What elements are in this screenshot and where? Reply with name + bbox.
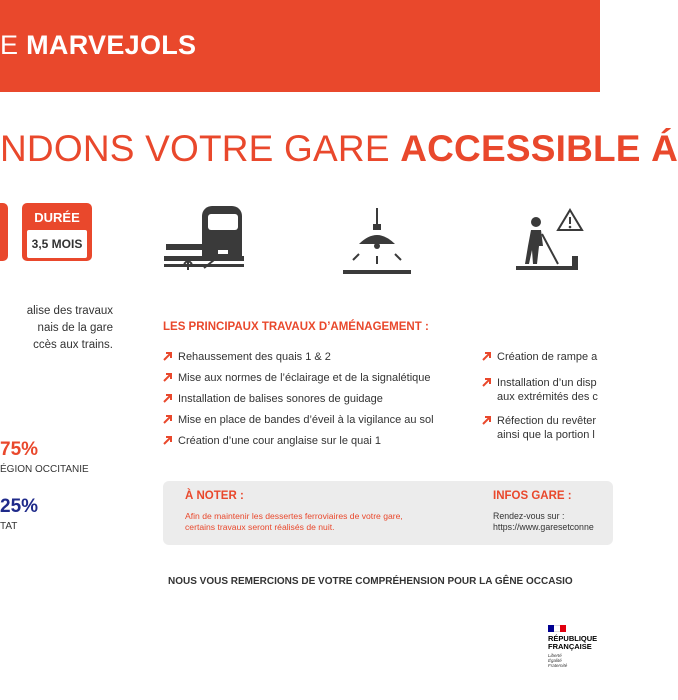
notice-box [163, 481, 613, 545]
duration-badge [22, 203, 92, 261]
works-title: LES PRINCIPAUX TRAVAUX D’AMÉNAGEMENT : [163, 321, 429, 333]
info-link[interactable]: https://www.garesetconne [493, 522, 594, 532]
funding-state [0, 496, 38, 532]
duration-value: 3,5 MOIS [27, 230, 87, 258]
arrow-up-right-icon [163, 435, 173, 445]
list-item: Création de rampe a [482, 350, 598, 364]
visually-impaired-warning-icon [512, 200, 600, 280]
train-platform-icon [160, 200, 248, 280]
ceiling-lamp-icon [337, 200, 417, 280]
list-item: Rehaussement des quais 1 & 2 [163, 350, 434, 364]
note-title: À NOTER : [185, 490, 244, 502]
funding-percent: 25% [0, 496, 39, 517]
intro-text: alise des travaux nais de la gare ccès aux trains. [26, 305, 113, 351]
list-item: Réfection du revêter ainsi que la portion l [482, 414, 598, 442]
arrow-up-right-icon [482, 415, 492, 425]
arrow-up-right-icon [163, 372, 173, 382]
works-list-left [163, 350, 434, 455]
funding-name: ÉGION OCCITANIE [0, 464, 89, 475]
list-item: Création d’une cour anglaise sur le quai 1 [163, 434, 434, 448]
header-banner [0, 0, 600, 92]
list-item: Installation de balises sonores de guidage [163, 392, 434, 406]
info-title: INFOS GARE : [493, 490, 572, 502]
arrow-up-right-icon [163, 351, 173, 361]
list-item: Mise en place de bandes d’éveil à la vigilance au sol [163, 413, 434, 427]
arrow-up-right-icon [163, 393, 173, 403]
funding-name: TAT [0, 521, 18, 532]
works-list-right [482, 350, 598, 449]
french-flag-icon [548, 625, 566, 632]
station-title: E MARVEJOLS [0, 30, 197, 60]
arrow-up-right-icon [482, 351, 492, 361]
republique-francaise-logo: RÉPUBLIQUE FRANÇAISE Liberté Égalité Fraternité [548, 625, 608, 668]
duration-label: DURÉE [34, 210, 80, 225]
thanks-message: NOUS VOUS REMERCIONS DE VOTRE COMPRÉHENSION POUR LA GÊNE OCCASIO [168, 576, 573, 587]
page-headline: NDONS VOTRE GARE ACCESSIBLE Á [0, 128, 678, 169]
list-item: Installation d’un disp aux extrémités des c [482, 376, 598, 404]
list-item: Mise aux normes de l’éclairage et de la signalétique [163, 371, 434, 385]
funding-region [0, 439, 89, 475]
funding-percent: 75% [0, 439, 39, 460]
note-text: Afin de maintenir les dessertes ferroviaires de votre gare, certains travaux seront réalisés de nuit. [185, 511, 403, 532]
partial-badge [0, 203, 8, 261]
info-text: Rendez-vous sur : https://www.garesetconne [493, 511, 594, 532]
arrow-up-right-icon [482, 377, 492, 387]
arrow-up-right-icon [163, 414, 173, 424]
